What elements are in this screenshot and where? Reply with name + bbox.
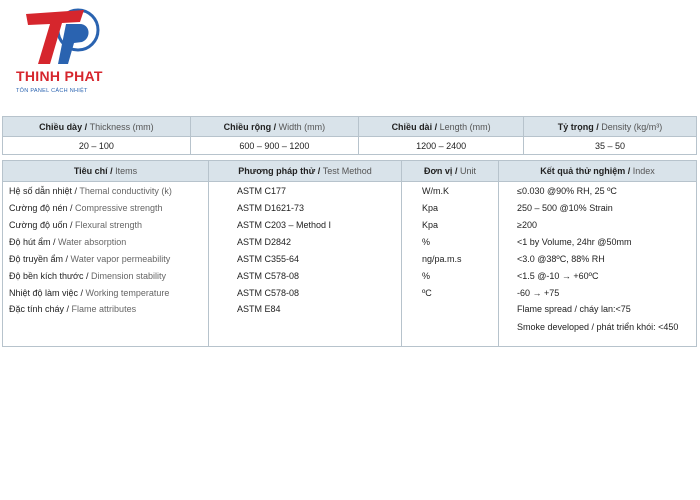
item-cell: Độ truyền ẩm / Water vapor permeability xyxy=(3,250,209,267)
unit-cell: W/m.K xyxy=(402,182,499,200)
header-index: Kết quả thử nghiệm / Index xyxy=(499,161,697,182)
table-row xyxy=(3,301,697,347)
dimensions-table xyxy=(2,116,697,155)
header-items: Tiêu chí / Items xyxy=(3,161,209,182)
value-density: 35 – 50 xyxy=(524,137,697,155)
header-thickness: Chiều dày / Thickness (mm) xyxy=(3,117,191,137)
header-test-method: Phương pháp thử / Test Method xyxy=(209,161,402,182)
unit-cell: % xyxy=(402,267,499,284)
index-cell: 250 – 500 @10% Strain xyxy=(499,199,697,216)
brand-tagline: TÔN PANEL CÁCH NHIỆT xyxy=(16,88,88,94)
table-row xyxy=(3,250,697,267)
index-cell: ≥200 xyxy=(499,216,697,233)
unit-cell xyxy=(402,301,499,347)
header-width: Chiều rộng / Width (mm) xyxy=(190,117,358,137)
header-unit: Đơn vị / Unit xyxy=(402,161,499,182)
item-cell: Cường độ nén / Compressive strength xyxy=(3,199,209,216)
index-cell: <1.5 @-10 → +60ºC xyxy=(499,267,697,284)
item-cell: Độ hút ẩm / Water absorption xyxy=(3,233,209,250)
method-cell: ASTM C203 – Method I xyxy=(209,216,402,233)
properties-table xyxy=(2,160,697,347)
table-row xyxy=(3,216,697,233)
dimensions-value-row xyxy=(3,137,697,155)
unit-cell: Kpa xyxy=(402,216,499,233)
header-length: Chiều dài / Length (mm) xyxy=(359,117,524,137)
index-cell: ≤0.030 @90% RH, 25 ºC xyxy=(499,182,697,200)
table-row xyxy=(3,182,697,200)
index-cell: -60 → +75 xyxy=(499,284,697,301)
unit-cell: ng/pa.m.s xyxy=(402,250,499,267)
table-row xyxy=(3,199,697,216)
table-row xyxy=(3,233,697,250)
header-density: Tỷ trọng / Density (kg/m³) xyxy=(524,117,697,137)
method-cell: ASTM D2842 xyxy=(209,233,402,250)
value-length: 1200 – 2400 xyxy=(359,137,524,155)
index-cell: <1 by Volume, 24hr @50mm xyxy=(499,233,697,250)
unit-cell: Kpa xyxy=(402,199,499,216)
method-cell: ASTM C177 xyxy=(209,182,402,200)
table-row xyxy=(3,284,697,301)
method-cell: ASTM C578-08 xyxy=(209,267,402,284)
properties-header-row xyxy=(3,161,697,182)
index-cell: <3.0 @38ºC, 88% RH xyxy=(499,250,697,267)
flame-spread-value: Flame spread / cháy lan:<75 xyxy=(517,304,631,314)
value-thickness: 20 – 100 xyxy=(3,137,191,155)
smoke-developed-value: Smoke developed / phát triển khói: <450 xyxy=(517,322,679,332)
method-cell: ASTM C578-08 xyxy=(209,284,402,301)
dimensions-header-row xyxy=(3,117,697,137)
item-cell: Hệ số dẫn nhiệt / Themal conductivity (k) xyxy=(3,182,209,200)
method-cell: ASTM C355-64 xyxy=(209,250,402,267)
brand-logo xyxy=(14,8,134,93)
index-cell xyxy=(499,301,697,347)
item-cell: Nhiệt độ làm việc / Working temperature xyxy=(3,284,209,301)
item-cell: Đặc tính cháy / Flame attributes xyxy=(3,301,209,347)
unit-cell: ºC xyxy=(402,284,499,301)
table-row xyxy=(3,267,697,284)
thinh-phat-logo-icon xyxy=(26,8,104,66)
method-cell: ASTM E84 xyxy=(209,301,402,347)
value-width: 600 – 900 – 1200 xyxy=(190,137,358,155)
method-cell: ASTM D1621-73 xyxy=(209,199,402,216)
item-cell: Cường độ uốn / Flexural strength xyxy=(3,216,209,233)
brand-name: THINH PHAT xyxy=(16,68,103,84)
unit-cell: % xyxy=(402,233,499,250)
item-cell: Độ bền kích thước / Dimension stability xyxy=(3,267,209,284)
